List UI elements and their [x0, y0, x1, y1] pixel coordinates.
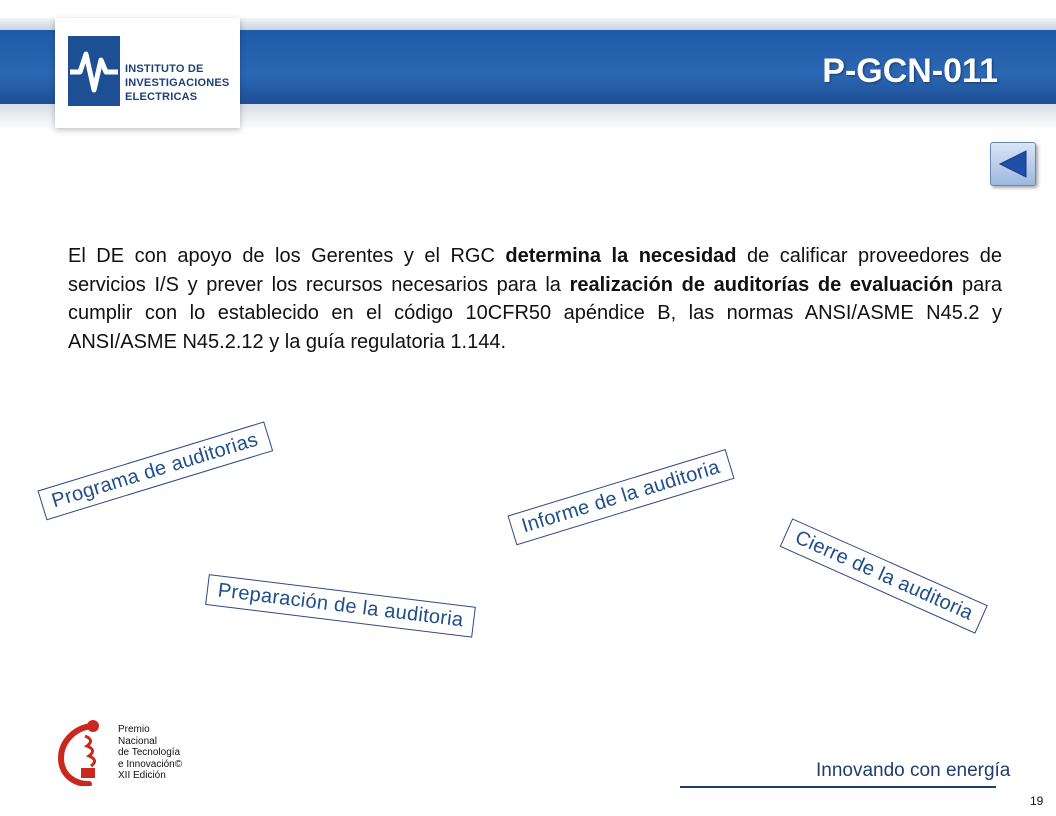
- award-logo-icon: [55, 716, 115, 786]
- stage-informe-de-la-auditoria[interactable]: Informe de la auditoria: [507, 449, 734, 545]
- stage-cierre-de-la-auditoria[interactable]: Cierre de la auditoria: [780, 518, 988, 633]
- award-line-3: de Tecnología: [118, 747, 181, 758]
- document-code: P-GCN-011: [822, 52, 998, 90]
- award-text: [118, 724, 182, 782]
- logo-text: [125, 62, 229, 104]
- institute-logo: [55, 18, 240, 128]
- iie-logo-icon: [68, 36, 120, 106]
- left-triangle-icon: [998, 149, 1028, 179]
- body-text-1: El DE con apoyo de los Gerentes y el RGC: [68, 245, 506, 267]
- page-number: 19: [1030, 794, 1044, 808]
- logo-line-2: INVESTIGACIONES: [125, 77, 230, 89]
- slogan: Innovando con energía: [816, 760, 1011, 781]
- body-bold-1: determina la necesidad: [505, 245, 737, 267]
- body-paragraph: [68, 242, 1002, 356]
- stage-preparacion-de-la-auditoria[interactable]: Preparación de la auditoria: [205, 574, 476, 638]
- body-text-2: de calificar proveedores de servicios I/S y prever los recursos necesarios para la: [68, 245, 1002, 296]
- back-button[interactable]: [990, 142, 1036, 186]
- award-line-4: e Innovación©: [118, 758, 183, 770]
- logo-line-3: ELECTRICAS: [125, 91, 198, 103]
- award-line-5: XII Edición: [118, 770, 166, 781]
- body-bold-2: realización de auditorías de evaluación: [569, 273, 954, 296]
- body-text-3: para cumplir con lo establecido en el código 10CFR50 apéndice B, las normas ANSI/ASME N45.2 y ANSI/ASME N45.2.12 y la guía regulatoria 1.144.: [68, 273, 1002, 353]
- award-line-2: Nacional: [118, 735, 157, 747]
- slogan-underline: [680, 786, 996, 788]
- logo-line-1: INSTITUTO DE: [125, 63, 204, 75]
- award-line-1: Premio: [118, 724, 150, 735]
- stage-programa-de-auditorias[interactable]: Programa de auditorias: [37, 422, 272, 521]
